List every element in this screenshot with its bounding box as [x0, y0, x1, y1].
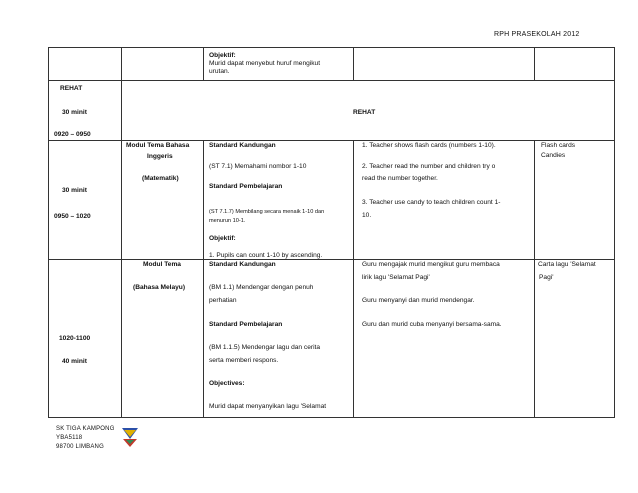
math-activity-2b: read the number together.: [362, 175, 438, 182]
bm-sp-text-2: serta memberi respons.: [209, 357, 279, 364]
math-sk-label: Standard Kandungan: [209, 142, 276, 149]
bm-sk-text-2: perhatian: [209, 297, 237, 304]
math-time-range: 0950 – 1020: [54, 213, 91, 220]
bm-bbm-cell: [535, 260, 614, 417]
bm-sp-text-1: (BM 1.1.5) Mendengar lagu dan cerita: [209, 344, 321, 351]
table-row-top: [49, 48, 615, 81]
table-row-rehat: [49, 81, 615, 141]
bm-activity-3: Guru dan murid cuba menyanyi bersama-sama.: [362, 321, 502, 328]
math-duration: 30 minit: [62, 187, 87, 194]
math-activity-cell: [354, 141, 534, 259]
math-activity-1: 1. Teacher shows flash cards (numbers 1-10).: [362, 142, 496, 149]
school-address: [56, 425, 115, 452]
objektif-text-1: Murid dapat menyebut huruf mengikut: [209, 60, 321, 67]
math-sk-text: (ST 7.1) Memahami nombor 1-10: [209, 163, 307, 170]
bm-activity-2: Guru menyanyi dan murid mendengar.: [362, 297, 475, 304]
bm-obj-label: Objectives:: [209, 380, 245, 387]
objektif-text-2: urutan.: [209, 68, 230, 75]
school-postcode: 98700 LIMBANG: [56, 444, 104, 450]
math-standard-cell: [204, 141, 353, 259]
math-activity-3a: 3. Teacher use candy to teach children count 1-: [362, 199, 501, 206]
objektif-cell: [204, 48, 353, 80]
rehat-duration: 30 minit: [62, 109, 87, 116]
math-obj-text: 1. Pupils can count 1-10 by ascending.: [209, 252, 323, 259]
bm-duration: 40 minit: [62, 358, 87, 365]
rehat-center-label: REHAT: [353, 109, 376, 116]
bm-standard-cell: [204, 260, 353, 417]
bm-activity-1a: Guru mengajak murid mengikut guru membaca: [362, 261, 500, 268]
bm-obj-text: Murid dapat menyanyikan lagu 'Selamat: [209, 403, 327, 410]
math-modul-line-2: Inggeris: [147, 153, 173, 160]
bm-sk-text-1: (BM 1.1) Mendengar dengan penuh: [209, 284, 314, 291]
crest-yellow-segment: [124, 430, 136, 437]
math-bbm-1: Flash cards: [541, 142, 576, 149]
bm-modul-line-2: (Bahasa Melayu): [133, 284, 186, 291]
math-modul-line-3: (Matematik): [142, 175, 179, 182]
page-header-title: RPH PRASEKOLAH 2012: [494, 31, 580, 38]
math-sp-text-1: (ST 7.1.7) Membilang secara menaik 1-10 dan: [209, 209, 325, 215]
bm-sp-label: Standard Pembelajaran: [209, 321, 283, 328]
math-bbm-cell: [535, 141, 614, 259]
math-activity-2a: 2. Teacher read the number and children try o: [362, 163, 496, 170]
math-sp-text-2: menurun 10-1.: [209, 218, 246, 224]
bm-time-range: 1020-1100: [59, 335, 91, 342]
lesson-plan-table: [48, 47, 615, 418]
rehat-center-cell: [122, 81, 614, 140]
objektif-label: Objektif:: [209, 52, 236, 59]
bm-activity-cell: [354, 260, 534, 417]
table-row-bahasa-melayu: [49, 260, 615, 418]
rehat-label: REHAT: [60, 85, 83, 92]
school-code: YBA5118: [56, 435, 83, 441]
math-bbm-2: Candies: [541, 152, 566, 159]
bm-time-cell: [49, 260, 121, 417]
bm-sk-label: Standard Kandungan: [209, 261, 276, 268]
rehat-time: 0920 – 0950: [54, 131, 91, 138]
math-time-cell: [49, 141, 121, 259]
bm-bbm-2: Pagi': [539, 274, 554, 281]
bm-activity-1b: lirik lagu 'Selamat Pagi': [362, 274, 430, 281]
bm-modul-cell: [122, 260, 203, 417]
bm-bbm-1: Carta lagu 'Selamat: [538, 261, 596, 268]
math-modul-line-1: Modul Tema Bahasa: [126, 142, 190, 149]
math-obj-label: Objektif:: [209, 235, 236, 242]
math-sp-label: Standard Pembelajaran: [209, 183, 283, 190]
bm-modul-line-1: Modul Tema: [143, 261, 181, 268]
math-activity-3b: 10.: [362, 212, 372, 219]
school-name: SK TIGA KAMPONG: [56, 426, 115, 432]
table-row-matematik: [49, 141, 615, 260]
math-modul-cell: [122, 141, 203, 259]
school-crest-icon: [121, 426, 139, 448]
rehat-time-cell: [49, 81, 121, 140]
